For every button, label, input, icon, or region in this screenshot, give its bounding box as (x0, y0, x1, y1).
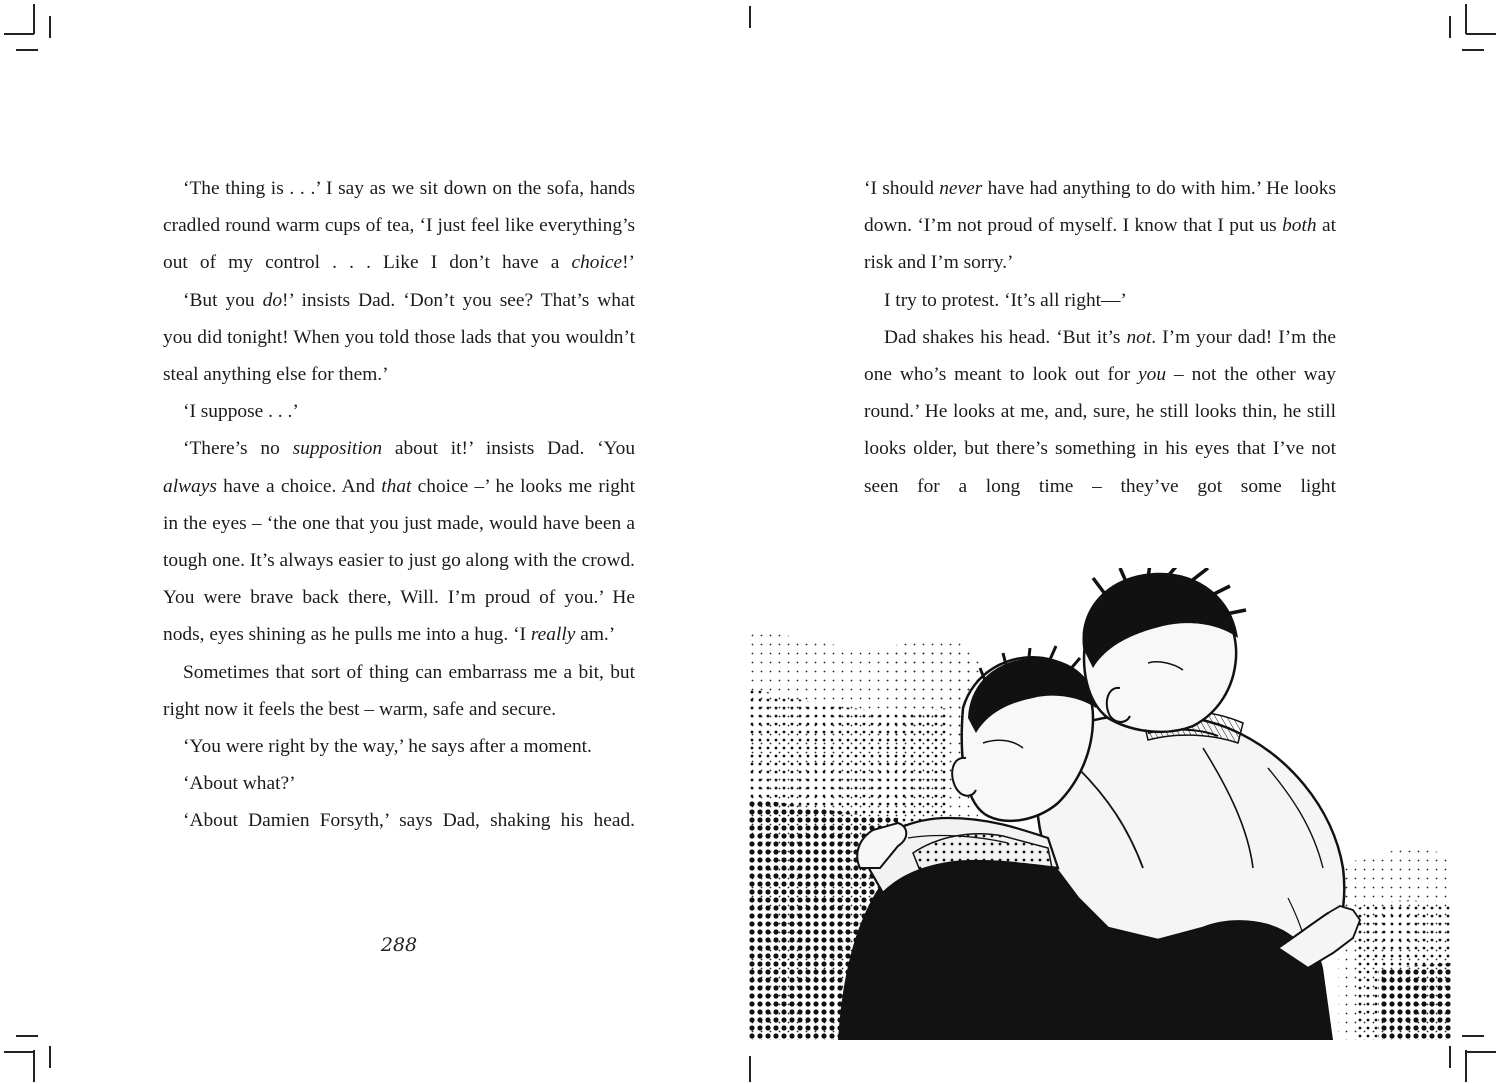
right-page-text (864, 170, 1336, 505)
paragraph: ‘About Damien Forsyth,’ says Dad, shaking his head. (183, 810, 635, 832)
paragraph: ‘I should never have had anything to do with him.’ He looks down. ‘I’m not proud of myself. I know that I put us both at risk and I’m sorry.’ (864, 178, 1336, 274)
paragraph: ‘I suppose . . .’ (183, 401, 299, 423)
hug-illustration (748, 568, 1458, 1040)
page-number: 288 (380, 934, 418, 956)
paragraph: I try to protest. ‘It’s all right—’ (884, 289, 1127, 311)
paragraph: ‘You were right by the way,’ he says after a moment. (183, 736, 592, 758)
paragraph: ‘But you do!’ insists Dad. ‘Don’t you see? That’s what you did tonight! When you told those lads that you wouldn’t steal anything else for them.’ (163, 289, 635, 386)
paragraph: Dad shakes his head. ‘But it’s not. I’m your dad! I’m the one who’s meant to look out for you – not the other way round.’ He looks at me, and, sure, he still looks thin, he still looks older, but there’s something in his eyes that I’ve not seen for a long time – they’ve got some light (864, 326, 1336, 497)
left-page-text (163, 170, 635, 840)
paragraph: Sometimes that sort of thing can embarrass me a bit, but right now it feels the best – warm, safe and secure. (163, 661, 635, 720)
paragraph: ‘The thing is . . .’ I say as we sit down on the sofa, hands cradled round warm cups of tea, ‘I just feel like everything’s out of my control . . . Like I don’t have a choice!’ (163, 178, 635, 274)
paragraph: ‘About what?’ (183, 773, 296, 795)
paragraph: ‘There’s no supposition about it!’ insists Dad. ‘You always have a choice. And that choice –’ he looks me right in the eyes – ‘the one that you just made, would have been a tough one. It’s always easier to just go along with the crowd. You were brave back there, Will. I’m proud of you.’ He nods, eyes shining as he pulls me into a hug. ‘I really am.’ (163, 438, 636, 646)
